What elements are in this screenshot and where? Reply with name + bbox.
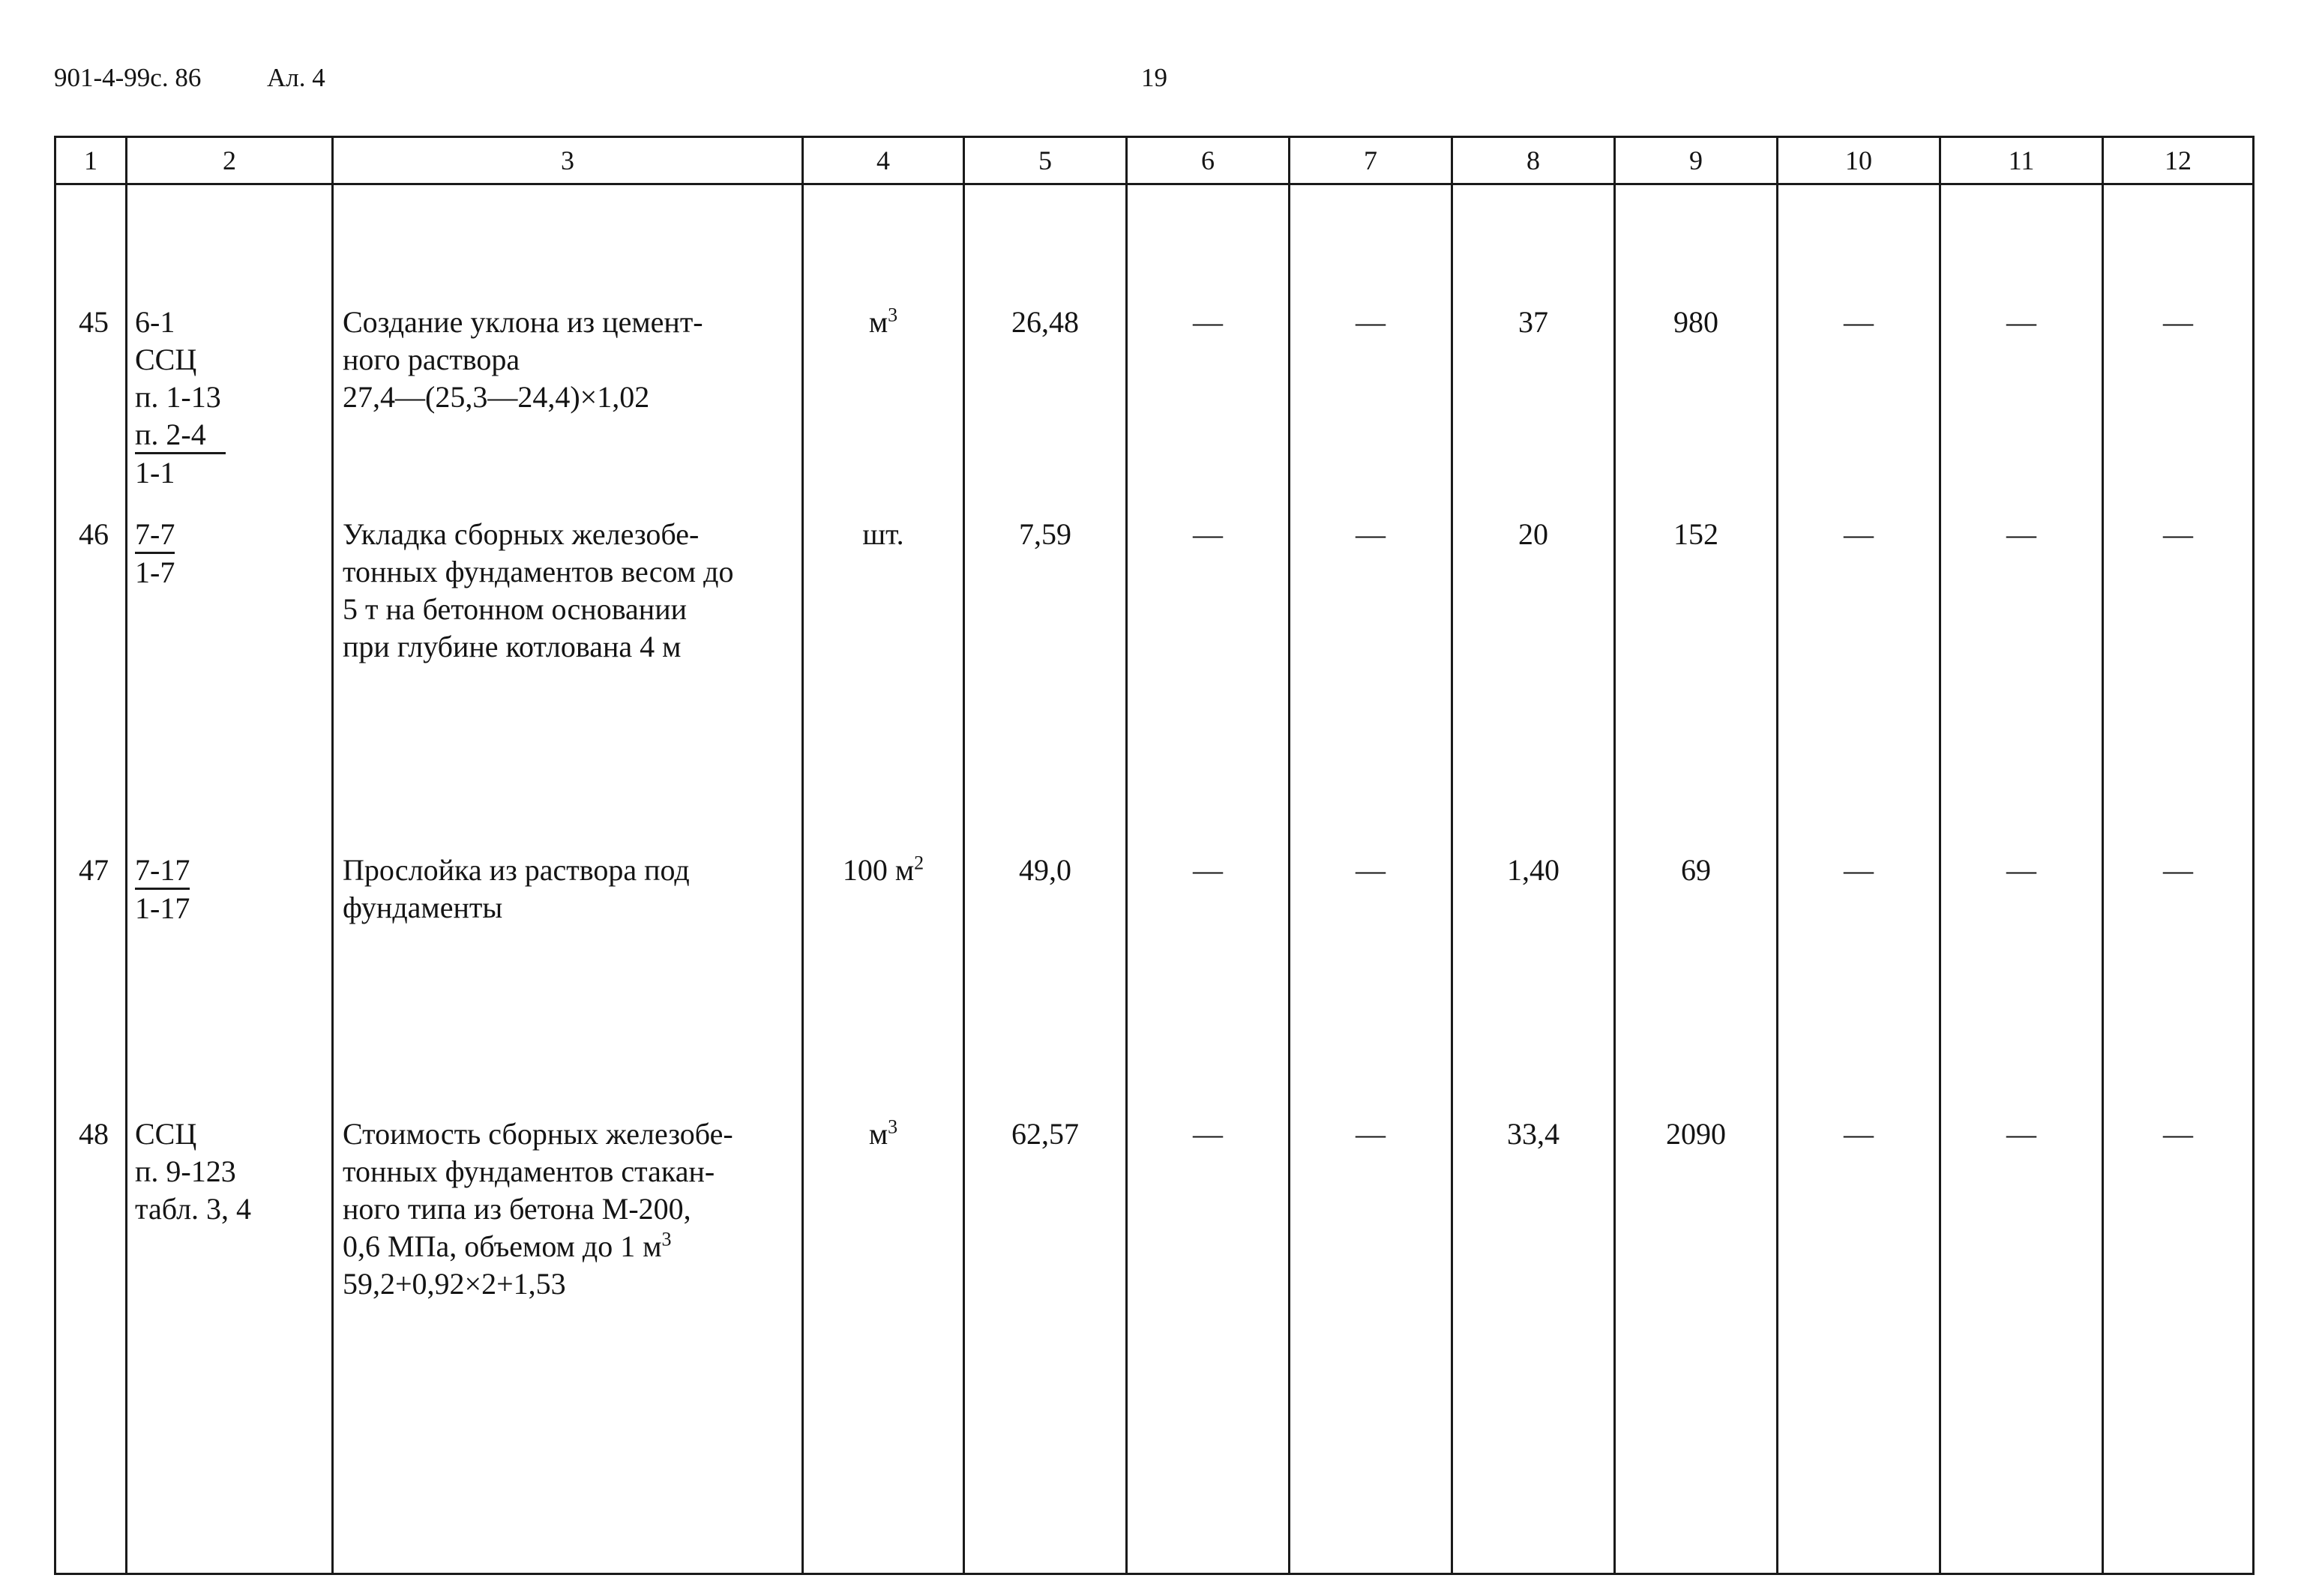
cell-col-12: — bbox=[2103, 1115, 2254, 1574]
work-description: Стоимость сборных железобе- тонных фундаментов стакан- ного типа из бетона М-200, 0,6 МПа, объемом до 1 $м^3$ 59,2+0,92×2+1,53 bbox=[333, 1115, 803, 1574]
work-description: Создание уклона из цемент- ного раствора 27,4—(25,3—24,4)×1,02 bbox=[333, 184, 803, 514]
row-number: 48 bbox=[55, 1115, 127, 1574]
page-number: 19 bbox=[1141, 63, 1167, 92]
cell-col-10: — bbox=[1778, 852, 1940, 1115]
column-header: 3 bbox=[333, 137, 803, 184]
quantity: 49,0 bbox=[964, 852, 1127, 1115]
cell-col-7: — bbox=[1290, 852, 1452, 1115]
estimate-table bbox=[54, 136, 2255, 1575]
sheet-label: Ал. 4 bbox=[267, 63, 325, 92]
column-header: 8 bbox=[1452, 137, 1615, 184]
column-header: 6 bbox=[1127, 137, 1290, 184]
work-description: Прослойка из раствора под фундаменты bbox=[333, 852, 803, 1115]
cell-col-7: — bbox=[1290, 184, 1452, 514]
cell-col-8: 33,4 bbox=[1452, 1115, 1615, 1574]
quantity: 7,59 bbox=[964, 514, 1127, 852]
cell-col-6: — bbox=[1127, 184, 1290, 514]
column-header: 1 bbox=[55, 137, 127, 184]
row-number: 45 bbox=[55, 184, 127, 514]
cell-col-12: — bbox=[2103, 514, 2254, 852]
cell-col-10: — bbox=[1778, 514, 1940, 852]
cell-col-7: — bbox=[1290, 1115, 1452, 1574]
cell-col-9: 980 bbox=[1615, 184, 1778, 514]
cell-col-6: — bbox=[1127, 852, 1290, 1115]
column-header: 10 bbox=[1778, 137, 1940, 184]
column-header: 4 bbox=[803, 137, 964, 184]
norm-reference: ССЦ п. 9-123 табл. 3, 4 bbox=[127, 1115, 333, 1574]
column-header: 12 bbox=[2103, 137, 2254, 184]
cell-col-6: — bbox=[1127, 514, 1290, 852]
quantity: 62,57 bbox=[964, 1115, 1127, 1574]
cell-col-10: — bbox=[1778, 1115, 1940, 1574]
table-row bbox=[55, 184, 2254, 514]
cell-col-8: 1,40 bbox=[1452, 852, 1615, 1115]
unit-of-measure: $м^3$ bbox=[803, 184, 964, 514]
norm-reference: 6-1 ССЦ п. 1-13 п. 2-4 1-1 bbox=[127, 184, 333, 514]
column-header: 9 bbox=[1615, 137, 1778, 184]
cell-col-6: — bbox=[1127, 1115, 1290, 1574]
cell-col-12: — bbox=[2103, 184, 2254, 514]
cell-col-11: — bbox=[1940, 852, 2103, 1115]
cell-col-11: — bbox=[1940, 184, 2103, 514]
cell-col-10: — bbox=[1778, 184, 1940, 514]
table-row bbox=[55, 514, 2254, 852]
norm-reference: 7-7 1-7 bbox=[127, 514, 333, 852]
column-number-row bbox=[55, 137, 2254, 184]
unit-of-measure: 100 $м^2$ bbox=[803, 852, 964, 1115]
column-header: 7 bbox=[1290, 137, 1452, 184]
unit-of-measure: $м^3$ bbox=[803, 1115, 964, 1574]
cell-col-8: 37 bbox=[1452, 184, 1615, 514]
document-code: 901-4-99с. 86 bbox=[54, 63, 202, 92]
unit-of-measure: шт. bbox=[803, 514, 964, 852]
row-number: 47 bbox=[55, 852, 127, 1115]
cell-col-12: — bbox=[2103, 852, 2254, 1115]
table-row bbox=[55, 1115, 2254, 1574]
norm-reference: 7-17 1-17 bbox=[127, 852, 333, 1115]
cell-col-9: 152 bbox=[1615, 514, 1778, 852]
cell-col-8: 20 bbox=[1452, 514, 1615, 852]
quantity: 26,48 bbox=[964, 184, 1127, 514]
cell-col-9: 2090 bbox=[1615, 1115, 1778, 1574]
cell-col-9: 69 bbox=[1615, 852, 1778, 1115]
row-number: 46 bbox=[55, 514, 127, 852]
table-row bbox=[55, 852, 2254, 1115]
cell-col-7: — bbox=[1290, 514, 1452, 852]
cell-col-11: — bbox=[1940, 1115, 2103, 1574]
column-header: 11 bbox=[1940, 137, 2103, 184]
work-description: Укладка сборных железобе- тонных фундаментов весом до 5 т на бетонном основании при глубине котлована 4 м bbox=[333, 514, 803, 852]
column-header: 2 bbox=[127, 137, 333, 184]
column-header: 5 bbox=[964, 137, 1127, 184]
cell-col-11: — bbox=[1940, 514, 2103, 852]
